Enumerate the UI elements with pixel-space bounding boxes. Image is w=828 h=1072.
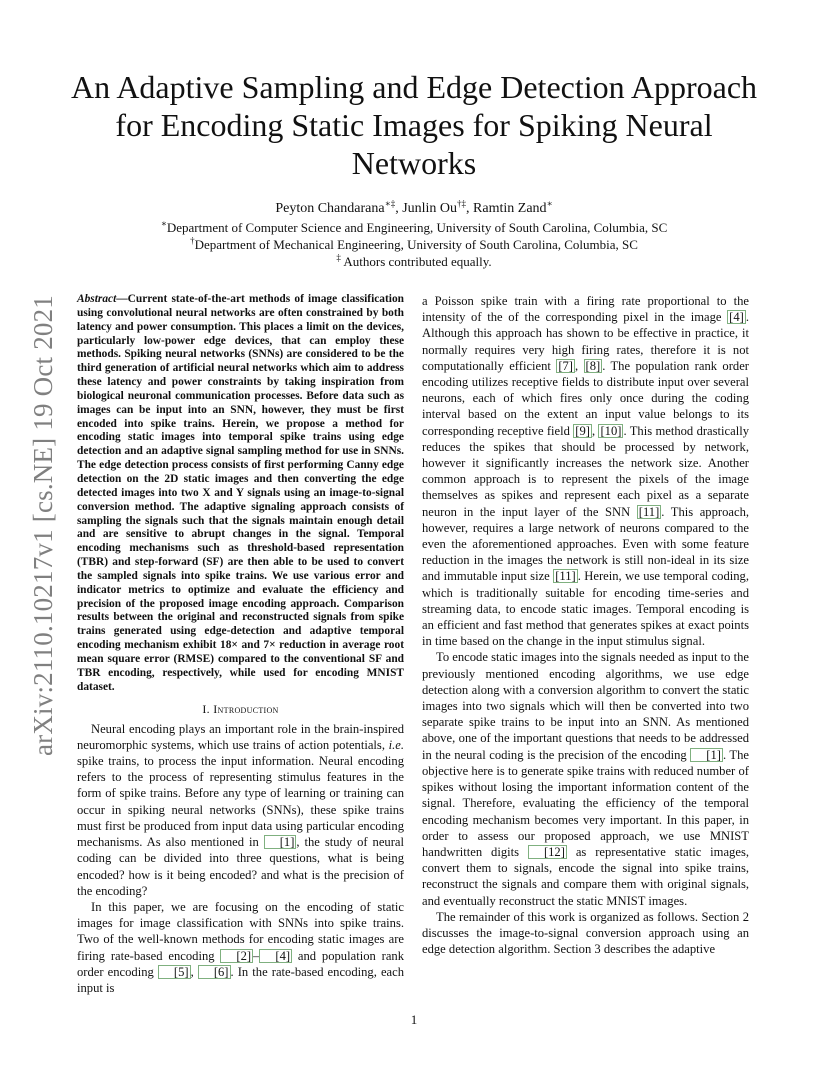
left-column bbox=[77, 293, 404, 996]
abstract-text: Current state-of-the-art methods of image classification using convolutional neural networks are often constrained by both latency and power consumption. This places a limit on the devices, particularly low-power edge devices, that can employ these methods. Spiking neural networks (SNNs) are considered to be the third generation of artificial neural networks which aim to address these latency and power constraints by taking inspiration from biological neuronal communication processes. Before data such as images can be input into an SNN, however, they must be first encoded into spike trains. Herein, we propose a method for encoding static images into temporal spike trains using edge detection and an adaptive signal sampling method for use in SNNs. The edge detection process consists of first performing Canny edge detection on the 2D static images and then converting the edge detected images into two X and Y signals using an image-to-signal conversion method. The adaptive signaling approach consists of sampling the signals such that the signals maintain enough detail and are sensitive to abrupt changes in the signal. Temporal encoding mechanisms such as threshold-based representation (TBR) and step-forward (SF) are then able to be used to convert the sampled signals into spike trains. We use various error and indicator metrics to optimize and evaluate the efficiency and precision of the proposed image encoding approach. Comparison results between the original and reconstructed signals from spike trains generated using edge-detection and adaptive temporal encoding mechanism exhibit 18× and 7× reduction in average root mean square error (RMSE) compared to the conventional SF and TBR encoding, respectively, while used for encoding MNIST dataset. bbox=[77, 293, 404, 693]
text-run: , bbox=[575, 358, 584, 373]
abstract-dash: — bbox=[116, 293, 128, 305]
affiliation-mark: ∗ bbox=[160, 218, 167, 229]
author-mark: ∗‡ bbox=[384, 198, 396, 209]
text-run: – bbox=[253, 948, 260, 963]
citation-link[interactable]: [8] bbox=[585, 358, 601, 373]
section-heading bbox=[77, 701, 404, 717]
paragraph bbox=[422, 649, 749, 908]
citation-link[interactable]: [6] bbox=[198, 965, 231, 979]
author-name: Peyton Chandarana bbox=[275, 201, 385, 216]
text-run-italic: i.e. bbox=[388, 737, 404, 752]
text-run: Neural encoding plays an important role in the brain-inspired neuromorphic systems, which use trains of action potentials, bbox=[77, 721, 404, 752]
citation-link[interactable]: [1] bbox=[690, 748, 723, 762]
affiliation-text: Department of Computer Science and Engineering, University of South Carolina, Columbia, SC bbox=[166, 220, 668, 235]
citation-link[interactable]: [7] bbox=[558, 358, 573, 373]
citation-link[interactable]: [11] bbox=[555, 569, 576, 584]
text-run: . In the rate-based encoding, each input is bbox=[77, 964, 405, 995]
affiliation-text: Authors contributed equally. bbox=[340, 254, 492, 269]
text-run: as representative static images, convert them to signals, encode the signal into spike trains, reconstruct the signals and compare them with original signals, and eventually reconstruct the static MNIST images. bbox=[422, 844, 749, 908]
citation-link[interactable]: [1] bbox=[264, 835, 297, 849]
arxiv-identifier: arXiv:2110.10217v1 [cs.NE] 19 Oct 2021 bbox=[28, 294, 59, 756]
author-name: Ramtin Zand bbox=[473, 201, 547, 216]
author-mark: †‡ bbox=[457, 198, 467, 209]
abstract bbox=[77, 293, 404, 694]
right-column bbox=[422, 293, 749, 957]
citation-link[interactable]: [2] bbox=[220, 949, 253, 963]
paragraph bbox=[422, 293, 749, 649]
text-run: In this paper, we are focusing on the encoding of static images for image classification with SNNs into spike trains. Two of the well-known methods for encoding static images are firing rate-based encoding bbox=[77, 899, 404, 963]
text-run: . Herein, we use temporal coding, which is traditionally suitable for encoding time-series and streaming data, to encode static images. Temporal encoding is an efficient and fast method that generates spikes at exact points in time based on the change in the input stimulus signal. bbox=[422, 569, 750, 649]
affiliation-mark: † bbox=[190, 235, 195, 246]
affiliations bbox=[60, 219, 768, 270]
author-list: Peyton Chandarana∗‡, Junlin Ou†‡, Ramtin Zand∗ bbox=[275, 198, 553, 216]
text-run: The remainder of this work is organized as follows. Section 2 discusses the image-to-signal conversion approach using an edge detection algorithm. Section 3 describes the adaptive bbox=[422, 909, 749, 957]
citation-link[interactable]: [5] bbox=[158, 965, 191, 979]
text-run: . The objective here is to generate spike trains with reduced number of spikes without losing the important information content of the signal. Therefore, evaluating the efficiency of the temporal encoding mechanism becomes very important. In this paper, in order to assess our proposed approach, we use MNIST handwritten digits bbox=[422, 747, 749, 859]
affiliation-line bbox=[60, 219, 768, 236]
affiliation-mark: ‡ bbox=[336, 252, 341, 263]
abstract-label: Abstract bbox=[77, 293, 117, 305]
affiliation-line bbox=[60, 253, 768, 270]
paragraph bbox=[77, 721, 404, 899]
author-mark: ∗ bbox=[546, 198, 553, 209]
paper-title: An Adaptive Sampling and Edge Detection Approach for Encoding Static Images for Spiking Neural Networks bbox=[70, 69, 758, 181]
author-name: Junlin Ou bbox=[402, 201, 458, 216]
text-run: . The population rank order encoding utilizes receptive fields to distribute input over several neurons, each of which fires only once during the coding interval based on the extent an input value belongs to its corresponding receptive field bbox=[422, 358, 749, 438]
arxiv-identifier-sidebar bbox=[24, 290, 64, 760]
citation-link[interactable]: [4] bbox=[259, 949, 292, 963]
paragraph bbox=[422, 909, 749, 958]
text-run: . Although this approach has shown to be effective in practice, it normally requires very high firing rates, therefore it is not computationally efficient bbox=[422, 310, 749, 373]
text-run: and population rank order encoding bbox=[77, 948, 404, 979]
text-run: . This approach, however, requires a large network of neurons compared to the even the aforementioned approaches. Even with some feature reduction in the images the network is still non-ideal in its size and immutable input size bbox=[422, 504, 750, 584]
text-run: spike trains, to process the input information. Neural encoding refers to the process of representing stimulus features in the form of spike trains. Before any type of learning or training can occur in spiking neural networks (SNNs), these spike trains must first be produced from input data using particular encoding mechanisms. As also mentioned in bbox=[77, 754, 404, 850]
citation-link[interactable]: [11] bbox=[638, 504, 660, 519]
paragraph bbox=[77, 899, 404, 996]
text-run: a Poisson spike train with a firing rate proportional to the intensity of the of the corresponding pixel in the image bbox=[422, 294, 749, 325]
text-run: To encode static images into the signals needed as input to the previously mentioned encoding algorithms, we use edge detection along with a conversion algorithm to convert the static images into two signals which will then be converted into two separate spike trains to be input into an SNN. As mentioned above, one of the important questions that needs to be addressed in the neural coding is the precision of the encoding bbox=[422, 650, 749, 762]
section-numeral: I. bbox=[202, 702, 214, 717]
citation-link[interactable]: [4] bbox=[729, 310, 744, 325]
text-run: , bbox=[190, 964, 198, 979]
affiliation-text: Department of Mechanical Engineering, University of South Carolina, Columbia, SC bbox=[194, 237, 638, 252]
citation-link[interactable]: [10] bbox=[600, 423, 622, 438]
citation-link[interactable]: [12] bbox=[528, 845, 567, 859]
text-run: . This method drastically reduces the spikes that should be processed by network, however it significantly increases the network size. Another common approach is to represent the pixels of the image themselves as spikes and represent each pixel as a separate neuron in the input layer of the SNN bbox=[422, 423, 750, 519]
affiliation-line bbox=[60, 236, 768, 253]
section-title: Introduction bbox=[213, 702, 279, 717]
text-run: , the study of neural coding can be divided into three questions, what is being encoded? how is it being encoded? and what is the precision of the encoding? bbox=[77, 835, 404, 898]
text-run: , bbox=[591, 423, 599, 438]
citation-link[interactable]: [9] bbox=[575, 423, 590, 438]
page-number: 1 bbox=[410, 1012, 418, 1027]
